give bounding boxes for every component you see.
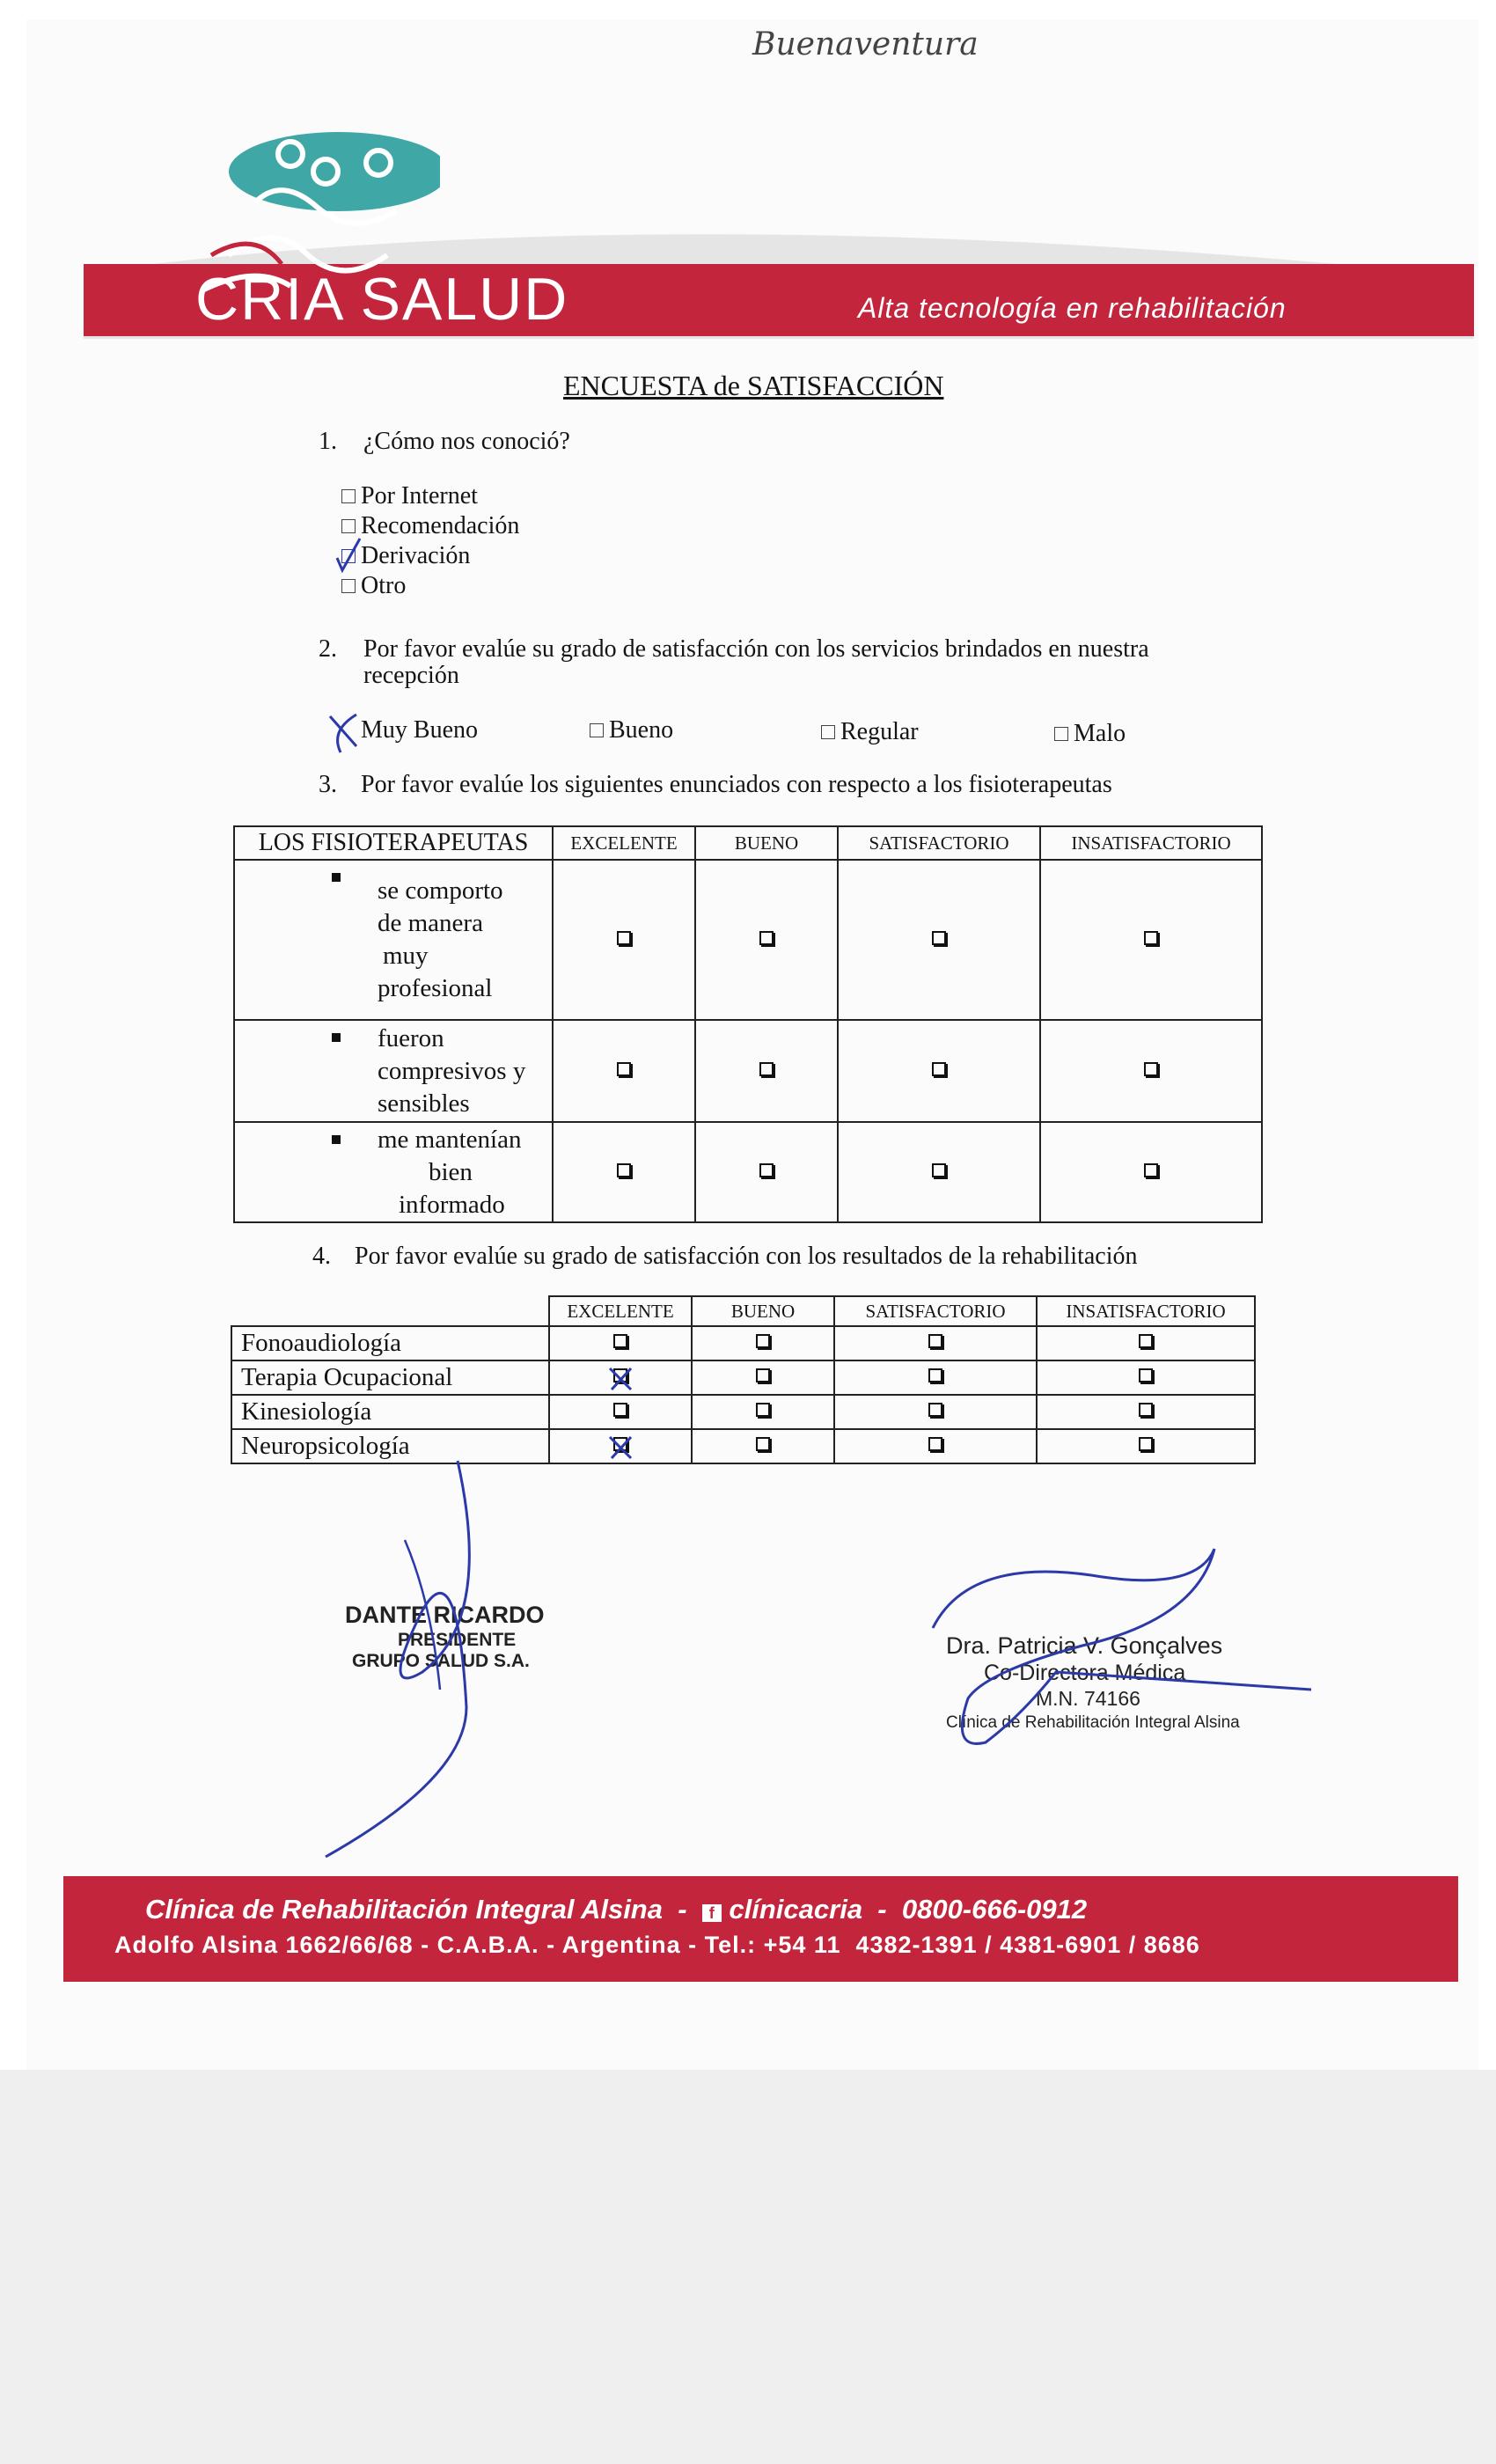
- handwritten-x-mark-icon: [605, 1432, 636, 1462]
- rating-checkbox[interactable]: [695, 860, 838, 1020]
- row-label: fueron compresivos y sensibles: [234, 1020, 553, 1122]
- signature-left: [290, 1443, 502, 1883]
- column-header: BUENO: [692, 1296, 834, 1326]
- q2-number: 2.: [319, 635, 337, 663]
- social-icon: f: [702, 1904, 722, 1922]
- row-label: Terapia Ocupacional: [231, 1360, 549, 1395]
- q2-text-line1: Por favor evalúe su grado de satisfacción con los servicios brindados en nuestra: [363, 635, 1149, 663]
- q3-header-label: LOS FISIOTERAPEUTAS: [234, 826, 553, 860]
- signature-right: [915, 1522, 1329, 1786]
- table-row: [234, 1122, 1262, 1222]
- footer-line-1: Clínica de Rehabilitación Integral Alsina - f clínicacria - 0800-666-0912: [145, 1894, 1088, 1925]
- q1-text: ¿Cómo nos conoció?: [363, 428, 570, 455]
- q1-number: 1.: [319, 428, 337, 455]
- footer-band: [63, 1876, 1458, 1982]
- rating-checkbox[interactable]: [692, 1360, 834, 1395]
- q1-option-otro[interactable]: Otro: [341, 572, 406, 600]
- rating-checkbox[interactable]: [692, 1429, 834, 1463]
- signatory-right-license: M.N. 74166: [1036, 1687, 1140, 1710]
- table-row: [234, 860, 1262, 1020]
- rating-checkbox[interactable]: [1037, 1360, 1255, 1395]
- row-label: me mantenían bien informado: [234, 1122, 553, 1222]
- rating-checkbox[interactable]: [549, 1395, 692, 1429]
- checkbox[interactable]: [1054, 727, 1068, 741]
- q2-option-regular[interactable]: Regular: [821, 718, 919, 746]
- handwritten-x-mark-icon: [321, 704, 365, 757]
- rating-checkbox[interactable]: [1037, 1326, 1255, 1360]
- column-header: EXCELENTE: [549, 1296, 692, 1326]
- row-label: Kinesiología: [231, 1395, 549, 1429]
- q3-text: Por favor evalúe los siguientes enunciados con respecto a los fisioterapeutas: [361, 771, 1112, 798]
- row-label: Fonoaudiología: [231, 1326, 549, 1360]
- signatory-left-name: DANTE RICARDO: [345, 1602, 545, 1628]
- rating-checkbox-checked[interactable]: [549, 1360, 692, 1395]
- row-label: se comporto de manera muy profesional: [234, 860, 553, 1020]
- column-header: INSATISFACTORIO: [1040, 826, 1262, 860]
- footer-line-2: Adolfo Alsina 1662/66/68 - C.A.B.A. - Argentina - Tel.: +54 11 4382-1391 / 4381-6901 / 8686: [114, 1932, 1200, 1958]
- q4-rating-table: [231, 1295, 1256, 1464]
- rating-checkbox[interactable]: [838, 1020, 1040, 1122]
- rating-checkbox[interactable]: [1037, 1429, 1255, 1463]
- q3-rating-table: [233, 825, 1263, 1223]
- q2-text-line2: recepción: [363, 662, 459, 689]
- rating-checkbox[interactable]: [549, 1326, 692, 1360]
- signatory-right-org: Clínica de Rehabilitación Integral Alsina: [946, 1713, 1240, 1732]
- social-handle[interactable]: clínicacria: [729, 1894, 863, 1925]
- rating-checkbox[interactable]: [834, 1429, 1037, 1463]
- checkbox[interactable]: [590, 723, 604, 737]
- rating-checkbox[interactable]: [838, 860, 1040, 1020]
- rating-checkbox-checked[interactable]: [549, 1429, 692, 1463]
- signatory-right-title: Co-Directora Médica: [984, 1661, 1186, 1685]
- column-header: EXCELENTE: [553, 826, 695, 860]
- q1-option-recomendacion[interactable]: Recomendación: [341, 512, 519, 540]
- rating-checkbox[interactable]: [1040, 1122, 1262, 1222]
- signatory-right-name: Dra. Patricia V. Gonçalves: [946, 1632, 1223, 1659]
- rating-checkbox[interactable]: [834, 1395, 1037, 1429]
- handwritten-name: Buenaventura: [752, 26, 979, 62]
- signatory-left-org: GRUPO SALUD S.A.: [352, 1651, 530, 1671]
- rating-checkbox[interactable]: [695, 1122, 838, 1222]
- handwritten-checkmark-icon: [330, 533, 365, 577]
- signatory-left-title: PRESIDENTE: [398, 1630, 517, 1650]
- rating-checkbox[interactable]: [834, 1360, 1037, 1395]
- rating-checkbox[interactable]: [553, 860, 695, 1020]
- rating-checkbox[interactable]: [553, 1122, 695, 1222]
- table-row: [231, 1360, 1255, 1395]
- q4-number: 4.: [312, 1243, 331, 1270]
- rating-checkbox[interactable]: [1040, 1020, 1262, 1122]
- checkbox[interactable]: [341, 519, 356, 533]
- checkbox[interactable]: [821, 725, 835, 739]
- column-header: INSATISFACTORIO: [1037, 1296, 1255, 1326]
- rating-checkbox[interactable]: [553, 1020, 695, 1122]
- rating-checkbox[interactable]: [692, 1326, 834, 1360]
- q1-option-derivacion[interactable]: Derivación: [341, 542, 470, 570]
- q3-number: 3.: [319, 771, 337, 798]
- checkbox[interactable]: [341, 489, 356, 503]
- handwritten-x-mark-icon: [605, 1363, 636, 1393]
- brand-name: CRIA SALUD: [195, 266, 569, 333]
- survey-title: ENCUESTA de SATISFACCIÓN: [563, 370, 944, 401]
- table-row: [231, 1326, 1255, 1360]
- rating-checkbox[interactable]: [834, 1326, 1037, 1360]
- table-row: [231, 1395, 1255, 1429]
- q2-option-bueno[interactable]: Bueno: [590, 716, 673, 744]
- checkbox[interactable]: [341, 579, 356, 593]
- rating-checkbox[interactable]: [838, 1122, 1040, 1222]
- q1-option-internet[interactable]: Por Internet: [341, 482, 478, 510]
- table-row: [234, 1020, 1262, 1122]
- brand-tagline: Alta tecnología en rehabilitación: [858, 292, 1287, 324]
- column-header: SATISFACTORIO: [834, 1296, 1037, 1326]
- rating-checkbox[interactable]: [1037, 1395, 1255, 1429]
- q4-text: Por favor evalúe su grado de satisfacción con los resultados de la rehabilitación: [355, 1243, 1138, 1270]
- rating-checkbox[interactable]: [695, 1020, 838, 1122]
- rating-checkbox[interactable]: [692, 1395, 834, 1429]
- row-label: Neuropsicología: [231, 1429, 549, 1463]
- column-header: BUENO: [695, 826, 838, 860]
- q2-option-malo[interactable]: Malo: [1054, 720, 1126, 748]
- column-header: SATISFACTORIO: [838, 826, 1040, 860]
- rating-checkbox[interactable]: [1040, 860, 1262, 1020]
- q2-option-muy-bueno[interactable]: Muy Bueno: [341, 716, 478, 744]
- scan-background: [0, 2070, 1496, 2464]
